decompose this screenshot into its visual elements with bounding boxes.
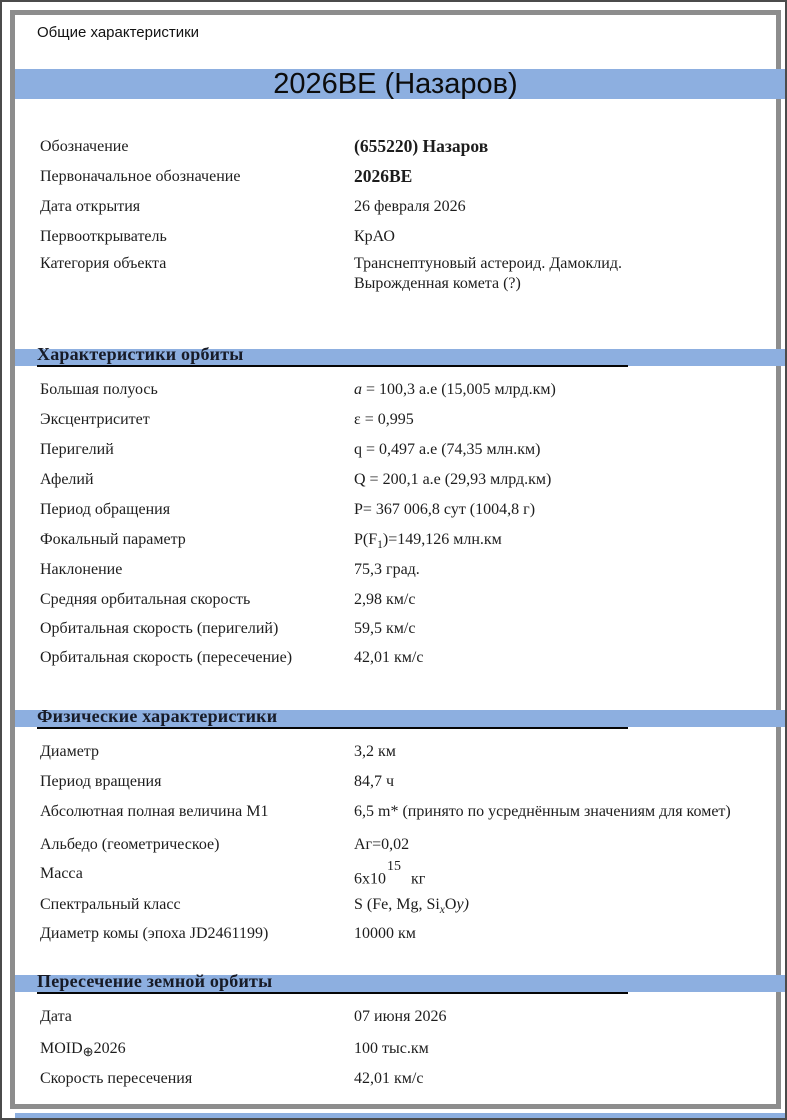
row-label: Наклонение [40, 561, 123, 578]
row-value: 10000 км [354, 925, 416, 942]
row-label: Диаметр комы (эпоха JD2461199) [40, 925, 269, 942]
row-value: S (Fe, Mg, $Si_xOу$) [354, 896, 469, 917]
row-value: 6,5 m* (принято по усреднённым значениям для комет) [354, 803, 731, 820]
row-value: 26 февраля 2026 [354, 198, 466, 215]
row-label: Альбедо (геометрическое) [40, 836, 220, 853]
row-value: q = 0,497 а.е (74,35 млн.км) [354, 441, 541, 458]
next-section-band-peek [15, 1113, 785, 1120]
row-value: Транснептуновый астероид. Дамоклид. Вырожденная комета (?) [354, 255, 622, 292]
row-label: $MOID_\oplus 2026$ [40, 1040, 126, 1059]
row-label: Орбитальная скорость (пересечение) [40, 649, 293, 666]
page-title: 2026BE (Назаров) [273, 68, 518, 100]
row-value: 100 тыс.км [354, 1040, 429, 1057]
row-label: Большая полуось [40, 381, 158, 398]
row-value: 59,5 км/с [354, 620, 416, 637]
row-label: Спектральный класс [40, 896, 181, 913]
row-value: $P(F_1)=149,126$ млн.км [354, 531, 502, 552]
row-value: 2,98 км/с [354, 591, 416, 608]
row-label: Диаметр [40, 743, 99, 760]
row-label: Средняя орбитальная скорость [40, 591, 251, 608]
row-value: P= 367 006,8 сут (1004,8 г) [354, 501, 536, 518]
row-value: 42,01 км/с [354, 1070, 424, 1087]
row-value: a = 100,3 а.е (15,005 млрд.км) [354, 381, 556, 398]
row-label: Абсолютная полная величина M1 [40, 803, 269, 820]
row-label: Перигелий [40, 441, 114, 458]
row-label: Орбитальная скорость (перигелий) [40, 620, 279, 637]
row-value: 84,7 ч [354, 773, 395, 790]
row-label: Первооткрыватель [40, 228, 167, 245]
row-value: $6x10^{15}$ кг [354, 859, 426, 888]
row-value: (655220) Назаров [354, 136, 489, 156]
row-value: КрАО [354, 228, 395, 245]
row-label: Дата [40, 1008, 72, 1025]
row-value: Q = 200,1 а.е (29,93 млрд.км) [354, 471, 552, 488]
row-label: Период обращения [40, 501, 171, 518]
row-label: Эксцентриситет [40, 411, 150, 428]
row-value: 2026BE [354, 166, 413, 186]
row-label: Период вращения [40, 773, 162, 790]
page-top-label: Общие характеристики [37, 24, 200, 41]
row-label: Категория объекта [40, 255, 167, 272]
row-value: ε = 0,995 [354, 411, 414, 428]
section-title: Физические характеристики [37, 706, 628, 729]
row-label: Фокальный параметр [40, 531, 186, 548]
row-value: 3,2 км [354, 743, 396, 760]
row-label: Обозначение [40, 138, 129, 155]
row-label: Дата открытия [40, 198, 141, 215]
row-value: 07 июня 2026 [354, 1008, 447, 1025]
row-label: Первоначальное обозначение [40, 168, 241, 185]
row-label: Афелий [40, 471, 94, 488]
section-title: Пересечение земной орбиты [37, 971, 628, 994]
row-label: Масса [40, 865, 83, 882]
row-value: Аг=0,02 [354, 836, 410, 853]
earth-symbol: ⊕ [82, 1044, 94, 1059]
row-value: 75,3 град. [354, 561, 420, 578]
section-title: Характеристики орбиты [37, 344, 628, 367]
row-value: 42,01 км/с [354, 649, 424, 666]
row-label: Скорость пересечения [40, 1070, 193, 1087]
